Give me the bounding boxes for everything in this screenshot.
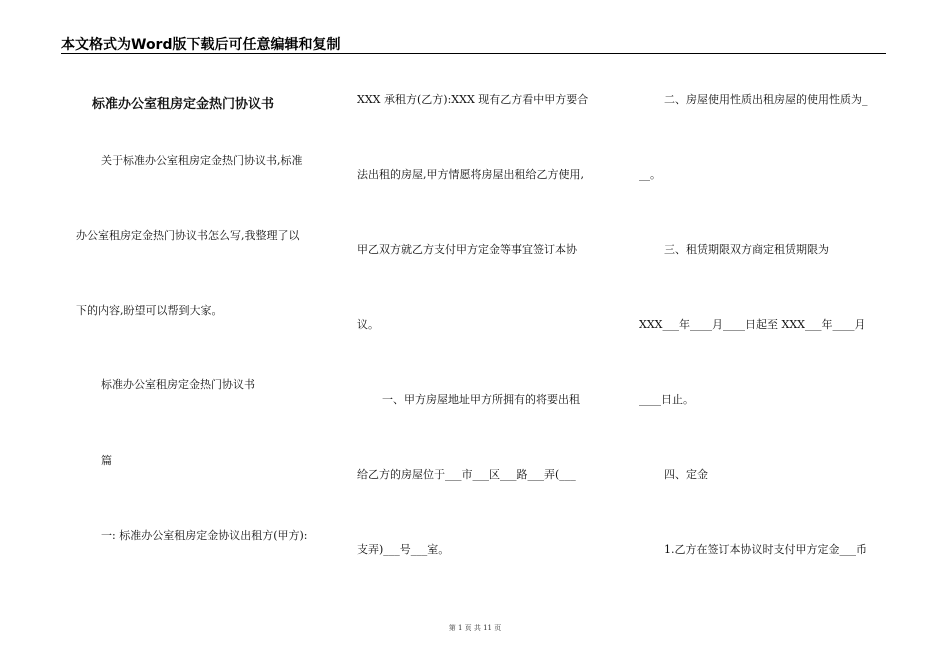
- text-column-2: [357, 0, 619, 672]
- paragraph-line: XXX 承租方(乙方):XXX 现有乙方看中甲方要合: [357, 93, 589, 106]
- text-column-3: [639, 0, 891, 672]
- paragraph-line: 一: 标准办公室租房定金协议出租方(甲方):: [101, 529, 308, 542]
- paragraph-line: 一、甲方房屋地址甲方所拥有的将要出租: [382, 393, 580, 406]
- paragraph-line: 关于标准办公室租房定金热门协议书,标准: [101, 154, 303, 167]
- paragraph-line: XXX___年____月____日起至 XXX___年____月: [639, 318, 866, 331]
- document-title: 标准办公室租房定金热门协议书: [92, 97, 275, 112]
- paragraph-line: 甲乙双方就乙方支付甲方定金等事宜签订本协: [357, 243, 577, 256]
- paragraph-line: 支弄)___号___室。: [357, 543, 450, 556]
- paragraph-line: ____日止。: [639, 393, 694, 406]
- section-heading: 四、定金: [664, 468, 708, 481]
- paragraph-line: __。: [639, 168, 661, 181]
- paragraph-line: 法出租的房屋,甲方情愿将房屋出租给乙方使用,: [357, 168, 584, 181]
- paragraph-line: 给乙方的房屋位于___市___区___路___弄(___: [357, 468, 576, 481]
- paragraph-line: 标准办公室租房定金热门协议书: [101, 378, 255, 391]
- paragraph-line: 下的内容,盼望可以帮到大家。: [76, 304, 223, 317]
- document-banner: 本文格式为Word版下载后可任意编辑和复制: [61, 37, 341, 53]
- paragraph-line: 篇: [101, 454, 112, 467]
- paragraph-line: 议。: [357, 318, 379, 331]
- paragraph-line: 办公室租房定金热门协议书怎么写,我整理了以: [76, 229, 300, 242]
- paragraph-line: 1.乙方在签订本协议时支付甲方定金___币: [664, 543, 867, 556]
- paragraph-line: 三、租赁期限双方商定租赁期限为: [664, 243, 829, 256]
- text-column-1: [76, 0, 338, 672]
- page-number: 第 1 页 共 11 页: [448, 624, 502, 632]
- paragraph-line: 二、房屋使用性质出租房屋的使用性质为_: [664, 93, 868, 106]
